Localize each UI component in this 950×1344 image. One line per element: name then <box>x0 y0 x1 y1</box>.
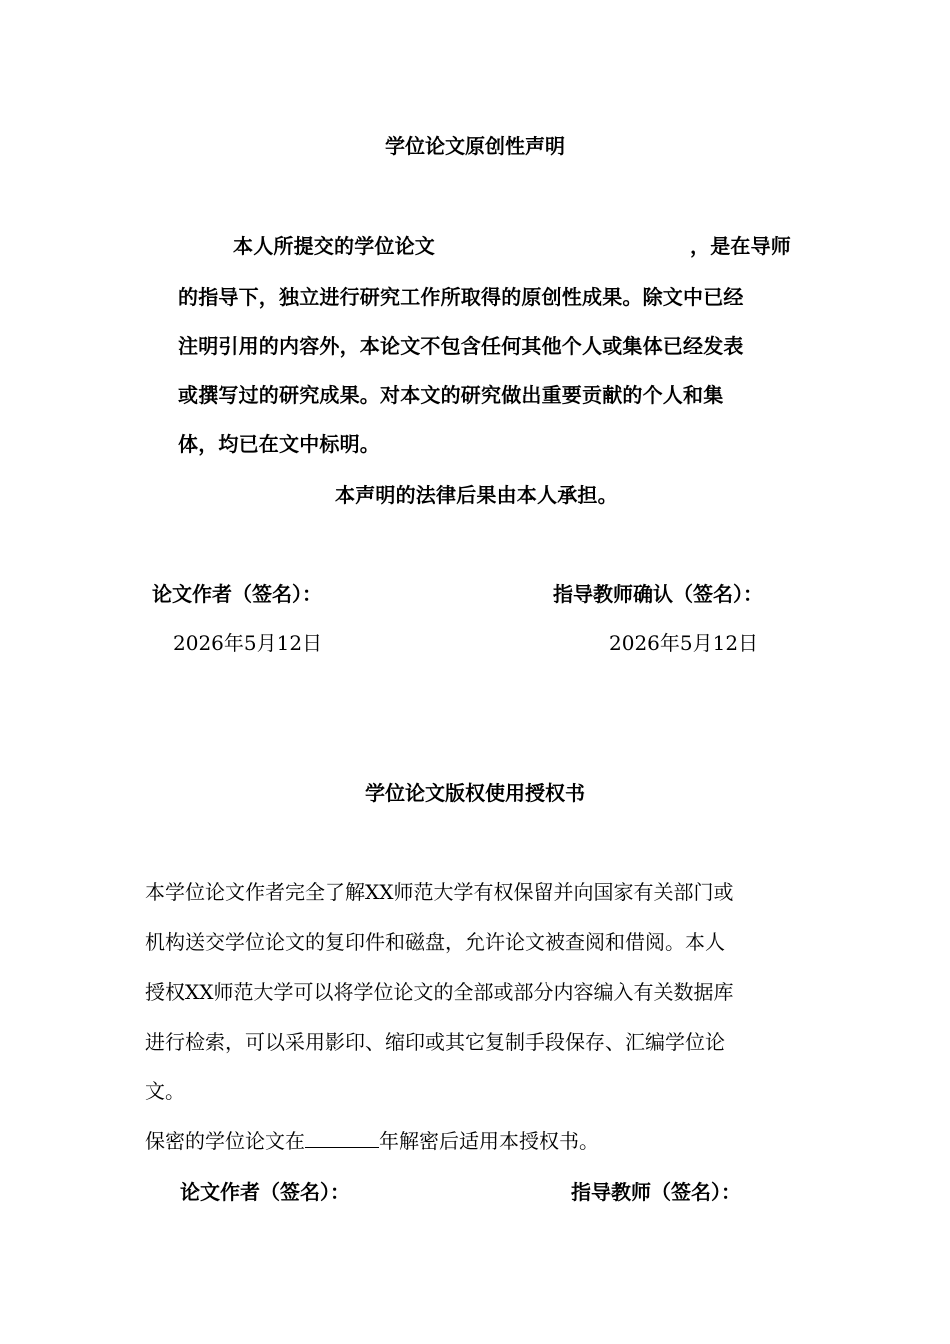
authorization-line: 文。 <box>145 1079 185 1103</box>
declaration-line-1-start: 本人所提交的学位论文 <box>233 234 435 258</box>
authorization-line: 本学位论文作者完全了解XX师范大学有权保留并向国家有关部门或 <box>145 880 734 904</box>
secret-years-blank <box>305 1129 379 1148</box>
declaration-title: 学位论文原创性声明 <box>385 134 565 158</box>
declaration-line: 体，均已在文中标明。 <box>178 432 380 456</box>
authorization-title: 学位论文版权使用授权书 <box>365 781 585 805</box>
authorization-secret-line <box>145 1125 599 1154</box>
declaration-author-signature-label: 论文作者（签名）： <box>152 582 322 606</box>
authorization-secret-end: 年解密后适用本授权书。 <box>379 1129 599 1153</box>
declaration-author-date: 2026年5月12日 <box>173 631 323 655</box>
authorization-line: 授权XX师范大学可以将学位论文的全部或部分内容编入有关数据库 <box>145 980 734 1004</box>
authorization-line: 进行检索，可以采用影印、缩印或其它复制手段保存、汇编学位论 <box>145 1030 725 1054</box>
declaration-line: 的指导下，独立进行研究工作所取得的原创性成果。除文中已经 <box>178 285 744 309</box>
declaration-line: 或撰写过的研究成果。对本文的研究做出重要贡献的个人和集 <box>178 383 724 407</box>
authorization-advisor-signature-label: 指导教师（签名）： <box>571 1180 741 1204</box>
declaration-line-1-end: ，是在导师 <box>690 234 791 258</box>
declaration-advisor-date: 2026年5月12日 <box>609 631 759 655</box>
authorization-secret-start: 保密的学位论文在 <box>145 1129 305 1153</box>
declaration-legal: 本声明的法律后果由本人承担。 <box>335 483 618 507</box>
authorization-author-signature-label: 论文作者（签名）： <box>180 1180 350 1204</box>
declaration-advisor-signature-label: 指导教师确认（签名）： <box>553 582 763 606</box>
declaration-line: 注明引用的内容外，本论文不包含任何其他个人或集体已经发表 <box>178 334 744 358</box>
authorization-line: 机构送交学位论文的复印件和磁盘，允许论文被查阅和借阅。本人 <box>145 930 725 954</box>
